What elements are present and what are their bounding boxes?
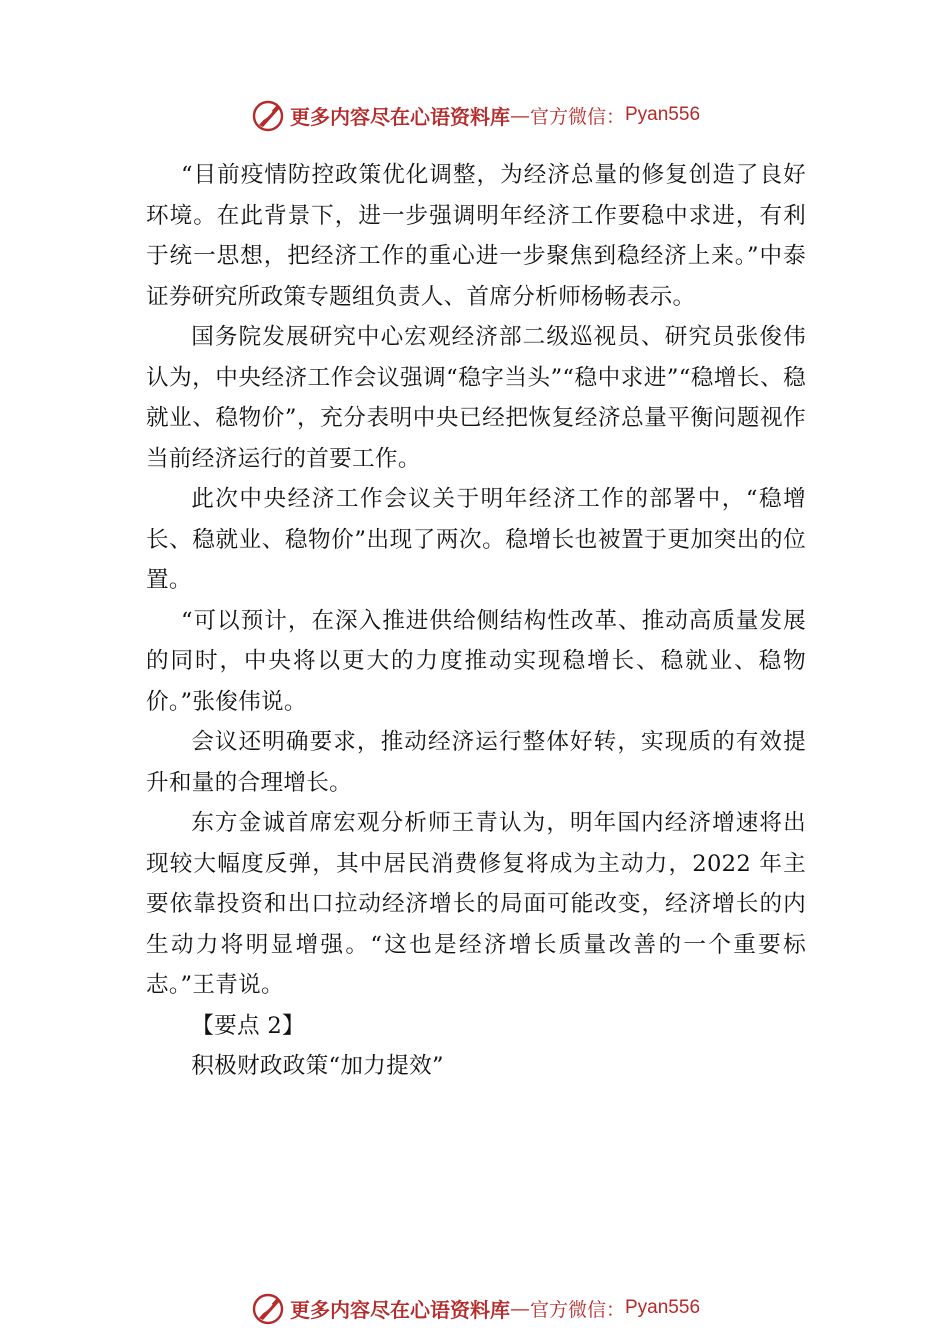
wechat-label: 官方微信： [529, 105, 625, 128]
paragraph: “目前疫情防控政策优化调整，为经济总量的修复创造了良好环境。在此背景下，进一步强调明年经济工作要稳中求进，有利于统一思想，把经济工作的重心进一步聚焦到稳经济上来。”中泰证券研究所政策专题组负责人、首席分析师杨畅表示。 [146, 162, 806, 310]
banner-separator: — [509, 103, 530, 127]
quill-seal-icon [250, 1290, 286, 1326]
paragraph: 国务院发展研究中心宏观经济部二级巡视员、研究员张俊伟认为，中央经济工作会议强调“稳字当头”“稳中求进”“稳增长、稳就业、稳物价”，充分表明中央已经把恢复经济总量平衡问题视作当前经济运行的首要工作。 [146, 324, 806, 472]
section-heading: 【要点 2】 [191, 1012, 305, 1039]
wechat-id: Pyan556 [625, 104, 701, 125]
wechat-id: Pyan556 [625, 1297, 701, 1318]
footer-banner [0, 1288, 950, 1328]
paragraph: 东方金诚首席宏观分析师王青认为，明年国内经济增速将出现较大幅度反弹，其中居民消费修复将成为主动力，2022 年主要依靠投资和出口拉动经济增长的局面可能改变，经济增长的内生动力将明显增强。“这也是经济增长质量改善的一个重要标志。”王青说。 [146, 810, 806, 998]
paragraph: 会议还明确要求，推动经济运行整体好转，实现质的有效提升和量的合理增长。 [146, 729, 806, 796]
banner-separator: — [509, 1296, 530, 1320]
article-body [146, 155, 806, 1087]
brand-name: 更多内容尽在心语资料库 [289, 104, 510, 129]
paragraph: 此次中央经济工作会议关于明年经济工作的部署中，“稳增长、稳就业、稳物价”出现了两次。稳增长也被置于更加突出的位置。 [146, 486, 806, 593]
wechat-label: 官方微信： [529, 1298, 625, 1321]
header-banner [0, 95, 950, 135]
brand-name: 更多内容尽在心语资料库 [289, 1297, 510, 1322]
paragraph: “可以预计，在深入推进供给侧结构性改革、推动高质量发展的同时，中央将以更大的力度推动实现稳增长、稳就业、稳物价。”张俊伟说。 [146, 607, 806, 715]
section-subheading: 积极财政政策“加力提效” [191, 1053, 444, 1079]
quill-seal-icon [250, 97, 286, 133]
